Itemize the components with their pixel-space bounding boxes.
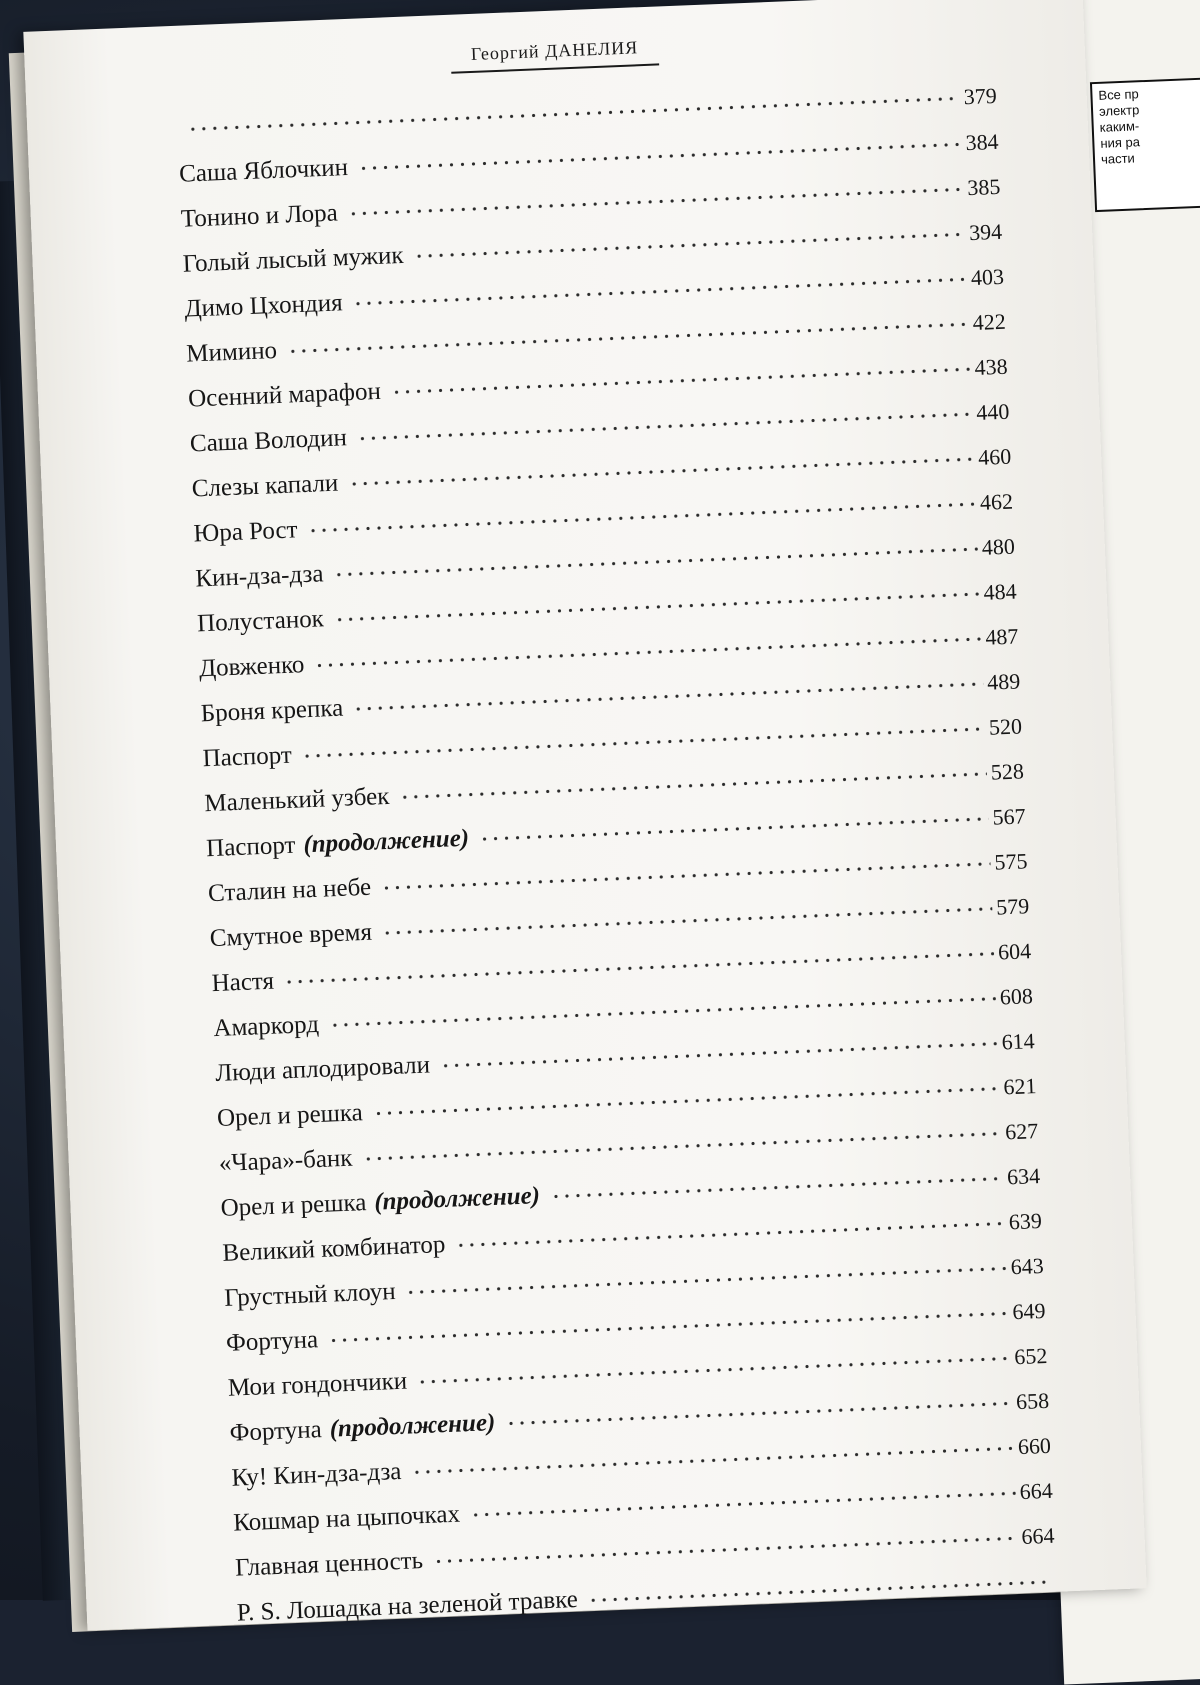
- book-page: [23, 0, 1146, 1631]
- toc-entry-title: Грустный клоун: [223, 1277, 397, 1312]
- toc-entry-page-number: 567: [992, 803, 1027, 830]
- toc-entry-page-number: 627: [1004, 1118, 1039, 1145]
- toc-entry-title: Кошмар на цыпочках: [232, 1500, 461, 1537]
- notice-line: ния ра: [1100, 134, 1141, 151]
- toc-entry-page-number: 379: [963, 82, 998, 110]
- toc-entry-page-number: 658: [1015, 1387, 1050, 1415]
- toc-entry-title: Саша Яблочкин: [178, 154, 349, 188]
- toc-entry-title: Кин-дза-дза: [194, 560, 324, 593]
- toc-entry-page-number: 528: [990, 758, 1025, 785]
- toc-entry-page-number: 484: [983, 578, 1018, 605]
- toc-entry-title: Фортуна: [225, 1326, 319, 1357]
- toc-dot-leader: [479, 817, 989, 841]
- copyright-notice-box: [1090, 77, 1200, 213]
- toc-entry-page-number: 652: [1013, 1342, 1048, 1370]
- toc-entry-page-number: 649: [1011, 1297, 1046, 1325]
- toc-entry-title: Настя: [211, 967, 275, 998]
- toc-entry-title: Голый лысый мужик: [182, 241, 405, 278]
- toc-entry-page-number: 422: [972, 308, 1007, 336]
- toc-entry-page-number: 643: [1010, 1252, 1045, 1280]
- toc-entry-page-number: 664: [1021, 1522, 1055, 1550]
- toc-entry-title: Маленький узбек: [203, 782, 390, 818]
- toc-entry-page-number: 520: [988, 713, 1023, 740]
- toc-entry-note: (продолжение): [329, 1409, 496, 1443]
- toc-entry-page-number: 634: [1006, 1163, 1041, 1190]
- toc-entry-page-number: 487: [984, 623, 1019, 650]
- toc-entry-title: Паспорт: [202, 741, 293, 773]
- notice-line: электр: [1098, 102, 1140, 119]
- toc-entry-title: Сталин на небе: [207, 873, 372, 908]
- toc-entry-title: Полустанок: [196, 605, 325, 638]
- toc-entry-note: (продолжение): [302, 824, 470, 859]
- toc-dot-leader: [505, 1401, 1012, 1425]
- toc-entry-page-number: 460: [977, 443, 1012, 470]
- toc-entry-page-number: 440: [975, 398, 1010, 425]
- toc-entry-page-number: 438: [974, 353, 1009, 380]
- notice-line: части: [1100, 150, 1136, 167]
- notice-line: Все пр: [1098, 86, 1140, 103]
- toc-entry-title: Фортуна: [229, 1416, 323, 1447]
- toc-entry-title: Ку! Кин-дза-дза: [230, 1457, 402, 1492]
- toc-entry-page-number: 385: [966, 173, 1001, 201]
- toc-entry-title: Довженко: [198, 651, 305, 683]
- running-head-text: Георгий ДАНЕЛИЯ: [450, 36, 658, 73]
- toc-entry-title: Смутное время: [209, 918, 373, 953]
- toc-entry-title: Великий комбинатор: [221, 1230, 446, 1267]
- toc-dot-leader: [588, 1580, 1053, 1603]
- toc-entry-title: Димо Цхондия: [184, 289, 344, 323]
- table-of-contents: [177, 83, 1058, 1645]
- toc-entry-title: Саша Володин: [189, 424, 348, 458]
- toc-entry-page-number: 664: [1019, 1477, 1054, 1505]
- toc-entry-page-number: 394: [968, 218, 1003, 246]
- toc-entry-page-number: 639: [1008, 1208, 1043, 1235]
- toc-entry-page-number: 614: [1001, 1028, 1036, 1055]
- toc-entry-page-number: 462: [979, 488, 1014, 515]
- toc-entry-title: Орел и решка: [220, 1189, 367, 1222]
- notice-line: каким-: [1099, 118, 1140, 135]
- toc-entry-page-number: 604: [997, 938, 1032, 965]
- toc-entry-title: Мои гондончики: [227, 1367, 408, 1402]
- toc-entry-page-number: 480: [981, 533, 1016, 560]
- toc-entry-note: (продолжение): [373, 1182, 541, 1216]
- toc-dot-leader: [550, 1177, 1003, 1199]
- toc-entry-title: Тонино и Лора: [180, 199, 339, 233]
- toc-entry-title: «Чара»-банк: [218, 1144, 353, 1177]
- toc-entry-title: Люди аплодировали: [214, 1051, 431, 1088]
- toc-entry-page-number: 621: [1002, 1073, 1037, 1100]
- toc-entry-page-number: 660: [1017, 1432, 1052, 1460]
- toc-entry-title: Орел и решка: [216, 1099, 364, 1133]
- toc-entry-title: Амаркорд: [212, 1010, 320, 1043]
- toc-entry-title: Главная ценность: [234, 1547, 424, 1582]
- toc-entry-page-number: 579: [995, 893, 1030, 920]
- toc-entry-page-number: 403: [970, 263, 1005, 291]
- toc-entry-title: P. S. Лошадка на зеленой травке: [236, 1585, 579, 1627]
- toc-entry-title: Броня крепка: [200, 694, 344, 728]
- toc-entry-title: Осенний марафон: [187, 377, 382, 413]
- running-head: [25, 19, 1085, 91]
- toc-entry-title: Паспорт: [205, 831, 296, 863]
- toc-entry-page-number: 489: [986, 668, 1021, 695]
- toc-entry-title: Юра Рост: [193, 516, 299, 548]
- toc-entry-page-number: 575: [993, 848, 1028, 875]
- toc-entry-page-number: 384: [965, 128, 1000, 156]
- toc-entry-title: Слезы капали: [191, 469, 339, 503]
- toc-entry-page-number: 608: [999, 983, 1034, 1010]
- toc-dot-leader: [187, 96, 960, 131]
- toc-entry-title: Мимино: [185, 337, 278, 368]
